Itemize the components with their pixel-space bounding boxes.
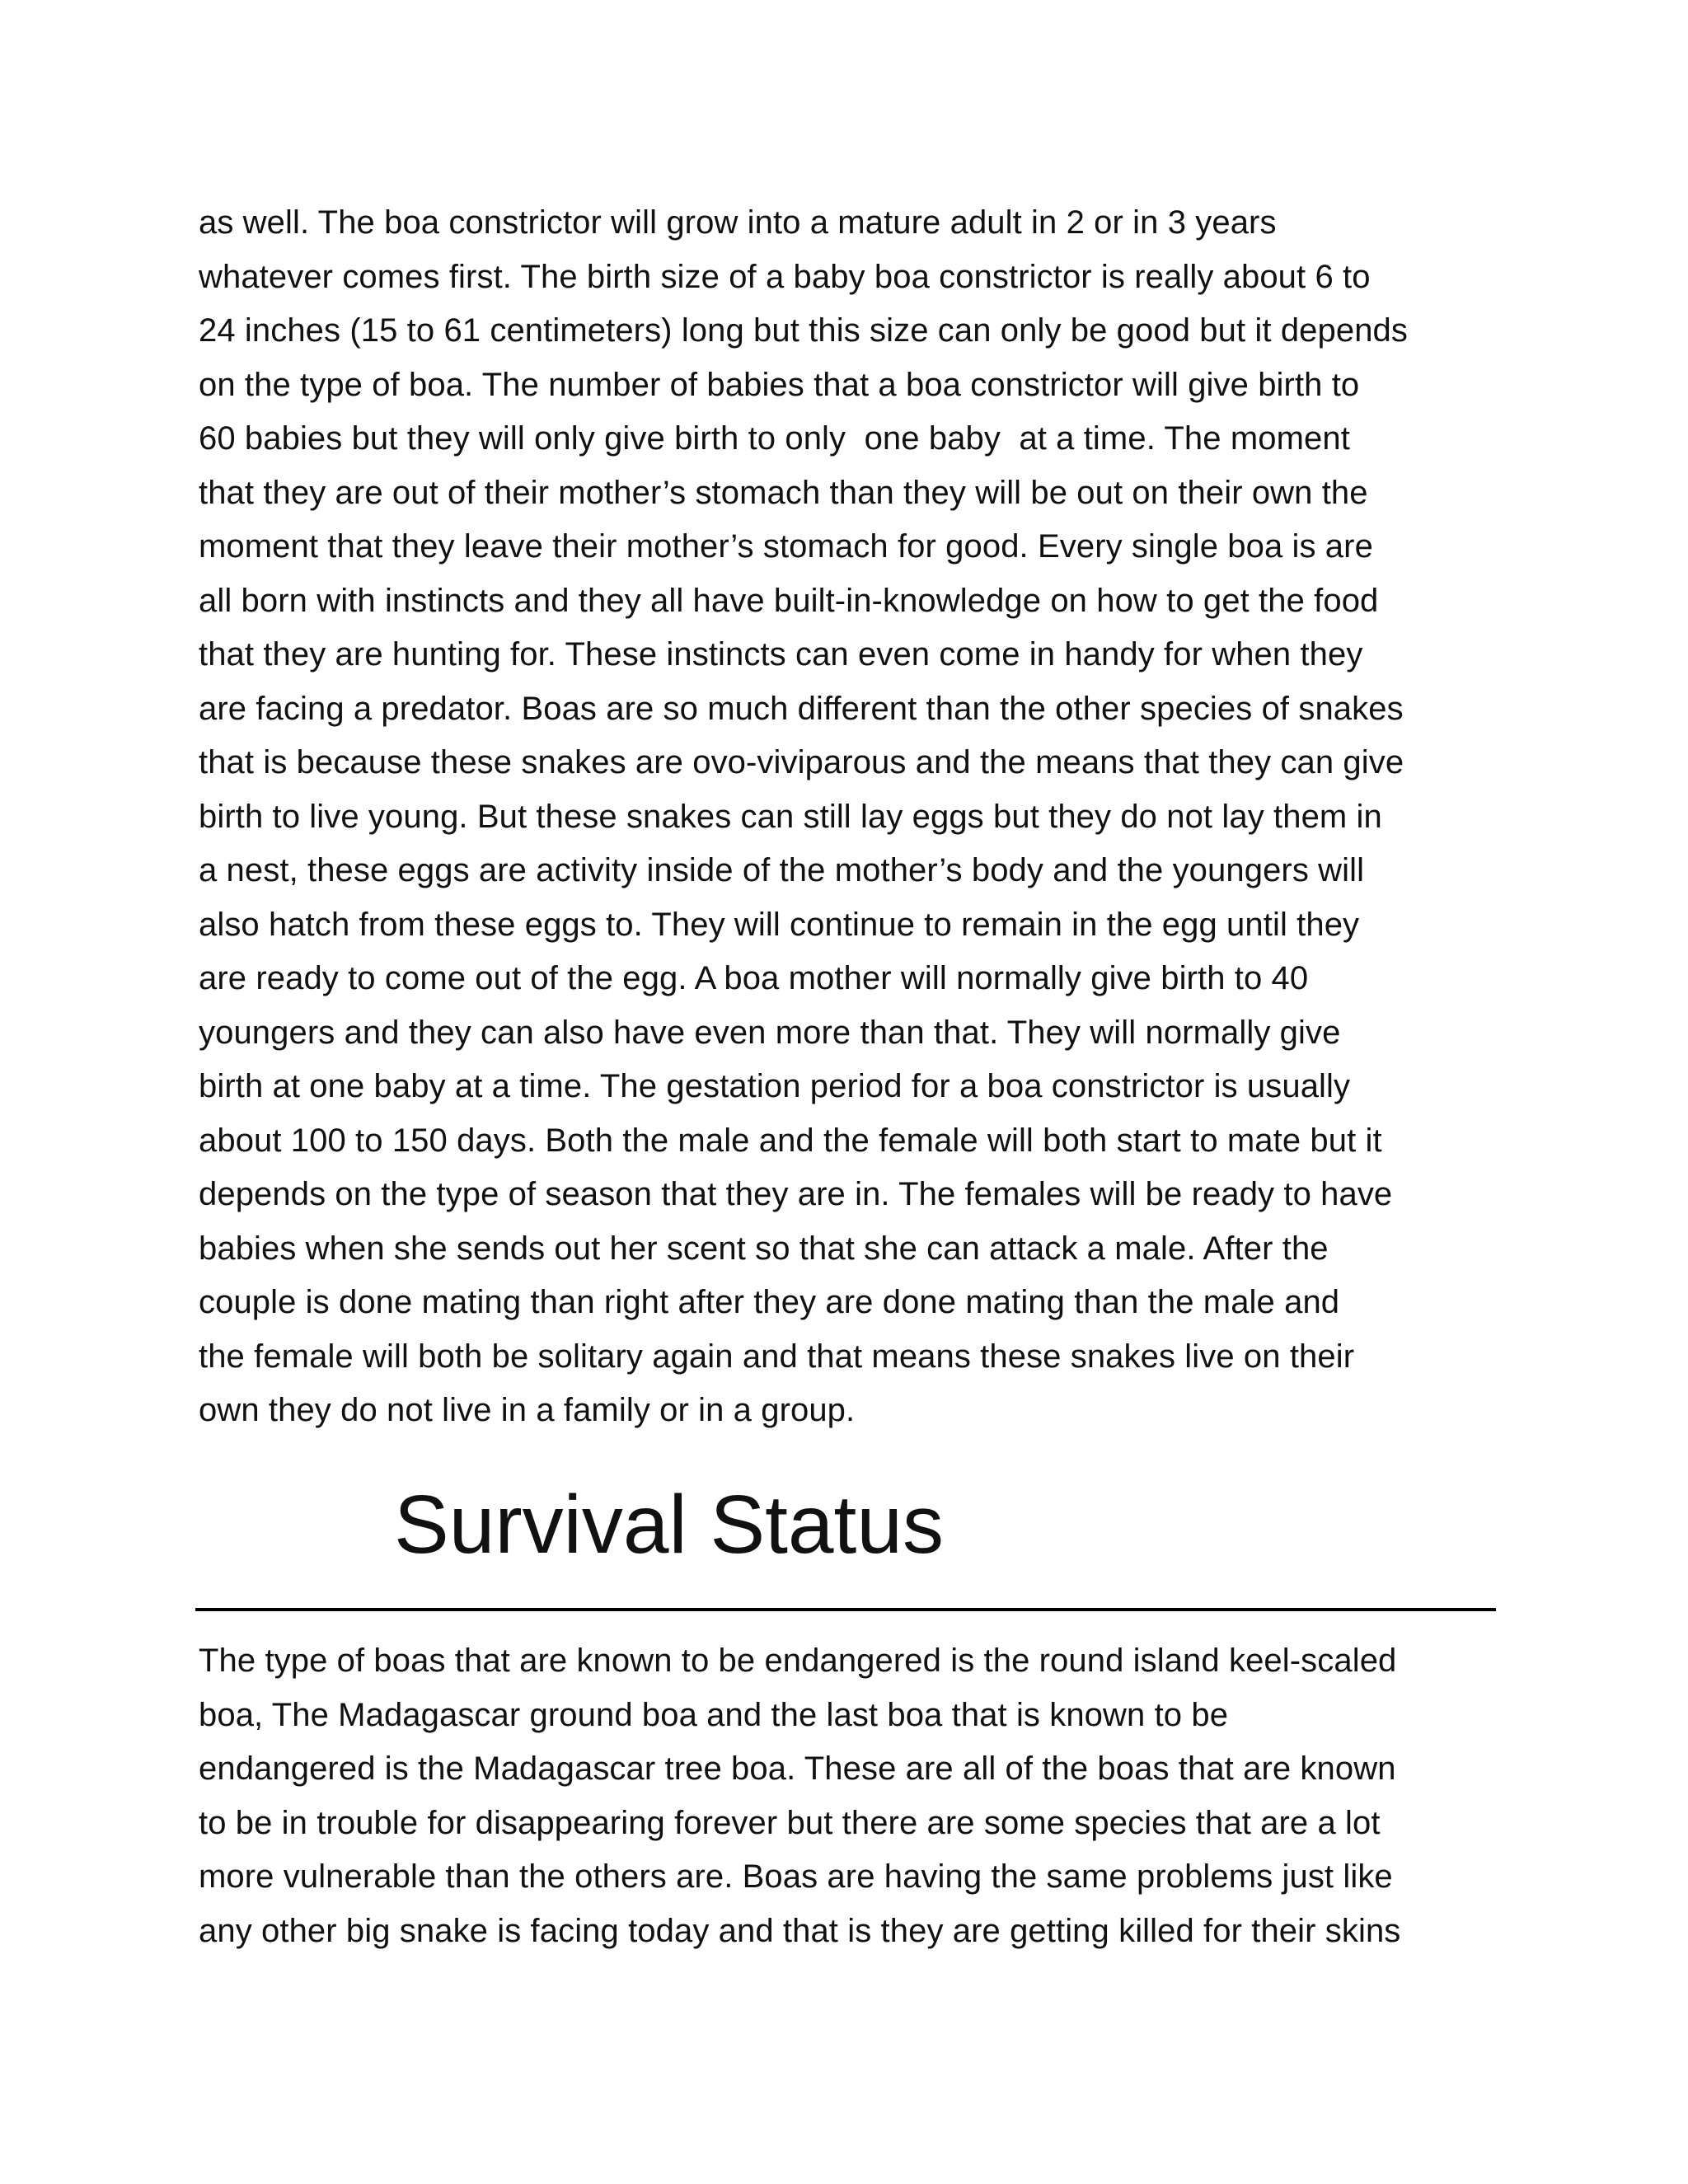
paragraph-line: as well. The boa constrictor will grow into a mature adult in 2 or in 3 years <box>199 204 1277 241</box>
paragraph-line: youngers and they can also have even more than that. They will normally give <box>199 1014 1341 1051</box>
body-paragraph-survival-status <box>199 1634 1493 1958</box>
paragraph-line: endangered is the Madagascar tree boa. These are all of the boas that are known <box>199 1750 1396 1787</box>
paragraph-line: couple is done mating than right after they are done mating than the male and <box>199 1284 1340 1320</box>
paragraph-line: whatever comes first. The birth size of a baby boa constrictor is really about 6 to <box>199 258 1371 295</box>
paragraph-line: that is because these snakes are ovo-viviparous and the means that they can give <box>199 744 1404 780</box>
paragraph-line: depends on the type of season that they are in. The females will be ready to have <box>199 1176 1393 1212</box>
paragraph-line: more vulnerable than the others are. Boas are having the same problems just like <box>199 1858 1393 1895</box>
paragraph-line: are ready to come out of the egg. A boa mother will normally give birth to 40 <box>199 960 1309 996</box>
paragraph-line: also hatch from these eggs to. They will continue to remain in the egg until they <box>199 906 1360 943</box>
paragraph-line: any other big snake is facing today and that is they are getting killed for their skins <box>199 1912 1401 1949</box>
body-paragraph-reproduction <box>199 196 1493 1438</box>
paragraph-line: The type of boas that are known to be endangered is the round island keel-scaled <box>199 1643 1397 1679</box>
paragraph-line: moment that they leave their mother’s stomach for good. Every single boa is are <box>199 528 1373 565</box>
paragraph-line: babies when she sends out her scent so that she can attack a male. After the <box>199 1230 1329 1267</box>
paragraph-line: birth at one baby at a time. The gestation period for a boa constrictor is usually <box>199 1068 1351 1104</box>
paragraph-line: to be in trouble for disappearing forever but there are some species that are a lot <box>199 1804 1381 1841</box>
paragraph-line: own they do not live in a family or in a group. <box>199 1392 856 1428</box>
paragraph-line: that they are hunting for. These instincts can even come in handy for when they <box>199 636 1363 673</box>
paragraph-line: boa, The Madagascar ground boa and the last boa that is known to be <box>199 1696 1229 1733</box>
paragraph-line: the female will both be solitary again and that means these snakes live on their <box>199 1338 1355 1375</box>
paragraph-line: are facing a predator. Boas are so much different than the other species of snakes <box>199 690 1404 727</box>
section-heading: Survival Status <box>394 1479 944 1571</box>
paragraph-line: all born with instincts and they all have built-in-knowledge on how to get the food <box>199 582 1379 619</box>
paragraph-line: a nest, these eggs are activity inside of the mother’s body and the youngers will <box>199 852 1365 888</box>
paragraph-line: that they are out of their mother’s stomach than they will be out on their own the <box>199 474 1368 511</box>
paragraph-line: 60 babies but they will only give birth to only one baby at a time. The moment <box>199 420 1350 457</box>
heading-divider <box>195 1608 1496 1611</box>
paragraph-line: 24 inches (15 to 61 centimeters) long but this size can only be good but it depends <box>199 312 1408 349</box>
paragraph-line: about 100 to 150 days. Both the male and the female will both start to mate but it <box>199 1122 1382 1159</box>
paragraph-line: on the type of boa. The number of babies that a boa constrictor will give birth to <box>199 366 1360 403</box>
paragraph-line: birth to live young. But these snakes can still lay eggs but they do not lay them in <box>199 798 1382 835</box>
